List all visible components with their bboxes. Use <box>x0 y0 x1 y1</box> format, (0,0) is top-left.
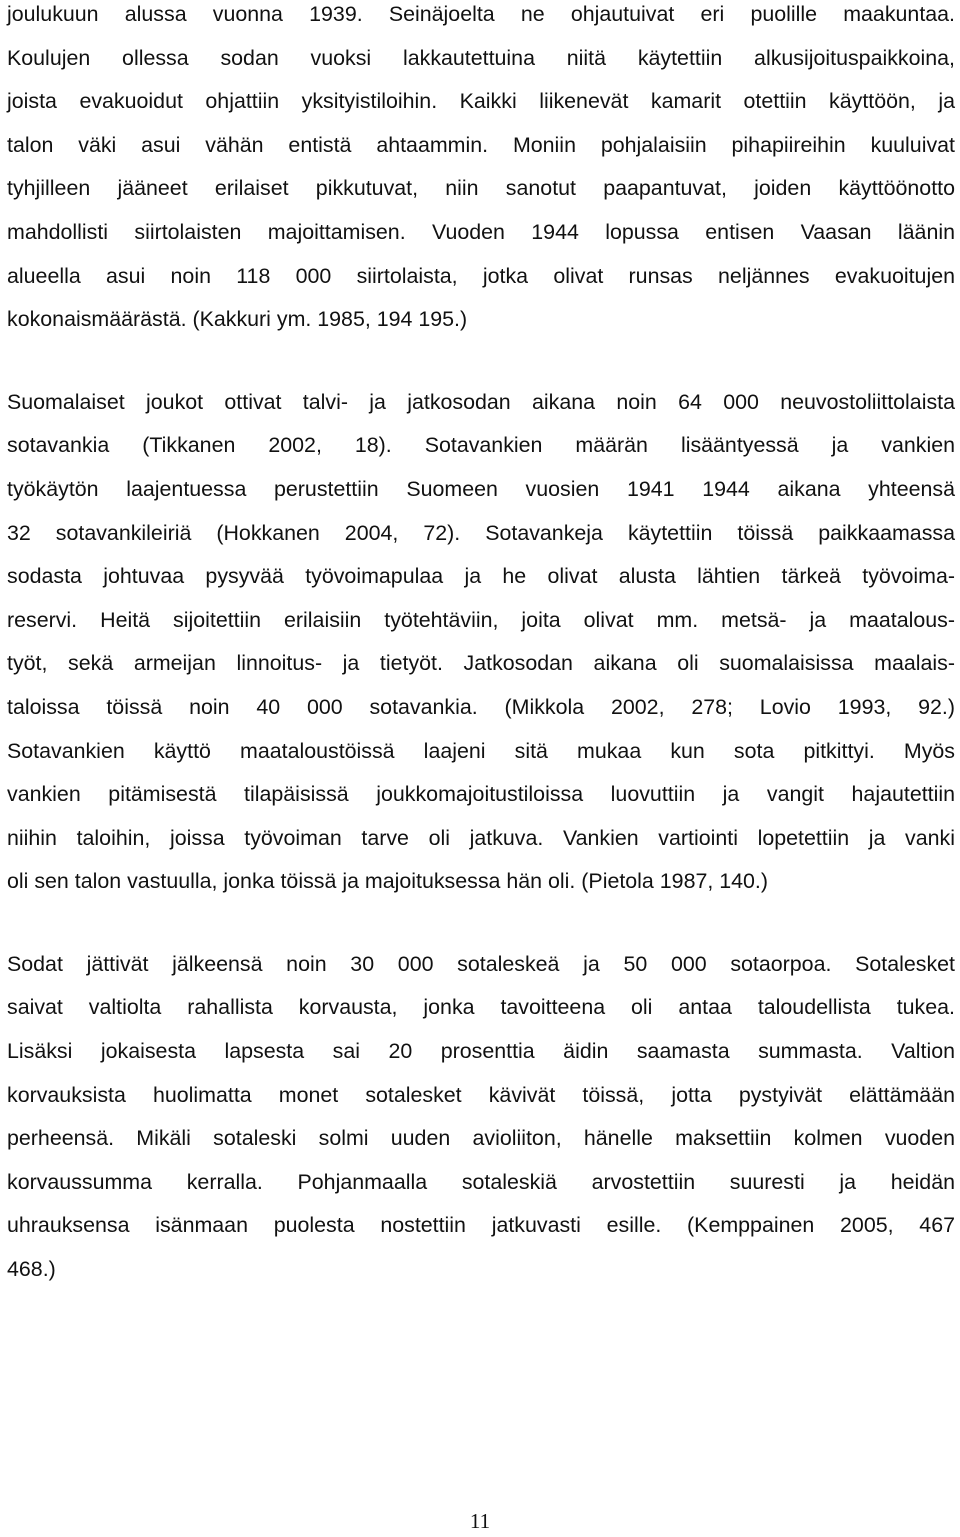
text-line: oli sen talon vastuulla, jonka töissä ja majoituksessa hän oli. (Pietola 1987, 140.) <box>7 869 768 894</box>
text-line: korvaussumma kerralla. Pohjanmaalla sotaleskiä arvostettiin suuresti ja heidän <box>7 1169 955 1194</box>
text-line: taloissa töissä noin 40 000 sotavankia. (Mikkola 2002, 278; Lovio 1993, 92.) <box>7 694 955 719</box>
text-line: talon väki asui vähän entistä ahtaammin. Moniin pohjalaisiin pihapiireihin kuuluivat <box>7 132 955 157</box>
text-line: Lisäksi jokaisesta lapsesta sai 20 prosenttia äidin saamasta summasta. Valtion <box>7 1039 955 1064</box>
text-line: niihin taloihin, joissa työvoiman tarve oli jatkuva. Vankien vartiointi lopetettiin ja vanki <box>7 825 955 850</box>
text-line: sotavankia (Tikkanen 2002, 18). Sotavankien määrän lisääntyessä ja vankien <box>7 433 955 458</box>
text-line: Sodat jättivät jälkeensä noin 30 000 sotaleskeä ja 50 000 sotaorpoa. Sotalesket <box>7 951 955 976</box>
text-line: joulukuun alussa vuonna 1939. Seinäjoelta ne ohjautuivat eri puolille maakuntaa. <box>7 2 955 26</box>
text-line: työkäytön laajentuessa perustettiin Suomeen vuosien 1941 1944 aikana yhteensä <box>7 476 955 501</box>
text-line: Suomalaiset joukot ottivat talvi- ja jatkosodan aikana noin 64 000 neuvostoliittolaista <box>7 389 955 414</box>
paragraph-spacer <box>7 904 955 943</box>
text-line: korvauksista huolimatta monet sotalesket kävivät töissä, jotta pystyivät elättämään <box>7 1082 955 1107</box>
paragraph-prisoners-of-war <box>7 381 955 904</box>
text-line: joista evakuoidut ohjattiin yksityistiloihin. Kaikki liikenevät kamarit otettiin käyttöön, ja <box>7 89 955 114</box>
paragraph-spacer <box>7 342 955 381</box>
text-line: mahdollisti siirtolaisten majoittamisen. Vuoden 1944 lopussa entisen Vaasan läänin <box>7 219 955 244</box>
text-line: työt, sekä armeijan linnoitus- ja tietyöt. Jatkosodan aikana oli suomalaisissa maalais- <box>7 651 955 676</box>
body-text <box>7 0 955 1292</box>
text-line: tyhjilleen jääneet erilaiset pikkutuvat, niin sanotut paapantuvat, joiden käyttöönotto <box>7 176 955 201</box>
text-line: reservi. Heitä sijoitettiin erilaisiin työtehtäviin, joita olivat mm. metsä- ja maatalous- <box>7 607 955 632</box>
text-line: perheensä. Mikäli sotaleski solmi uuden avioliiton, hänelle maksettiin kolmen vuoden <box>7 1126 955 1151</box>
text-line: Sotavankien käyttö maataloustöissä laajeni sitä mukaa kun sota pitkittyi. Myös <box>7 738 955 763</box>
text-line: Koulujen ollessa sodan vuoksi lakkautettuina niitä käytettiin alkusijoituspaikkoina, <box>7 45 955 70</box>
text-line: alueella asui noin 118 000 siirtolaista, jotka olivat runsas neljännes evakuoitujen <box>7 263 955 288</box>
text-line: 468.) <box>7 1257 56 1282</box>
paragraph-evacuees <box>7 0 955 342</box>
text-line: sodasta johtuvaa pysyvää työvoimapulaa ja he olivat alusta lähtien tärkeä työvoima- <box>7 564 955 589</box>
text-line: vankien pitämisestä tilapäisissä joukkomajoitustiloissa luovuttiin ja vangit hajautettiin <box>7 782 955 807</box>
page-number: 11 <box>469 1509 491 1533</box>
paragraph-war-widows <box>7 943 955 1292</box>
text-line: kokonaismäärästä. (Kakkuri ym. 1985, 194 195.) <box>7 307 468 332</box>
text-line: uhrauksensa isänmaan puolesta nostettiin jatkuvasti esille. (Kemppainen 2005, 467 <box>7 1213 955 1238</box>
text-line: saivat valtiolta rahallista korvausta, jonka tavoitteena oli antaa taloudellista tukea. <box>7 995 955 1020</box>
text-line: 32 sotavankileiriä (Hokkanen 2004, 72). Sotavankeja käytettiin töissä paikkaamassa <box>7 520 955 545</box>
